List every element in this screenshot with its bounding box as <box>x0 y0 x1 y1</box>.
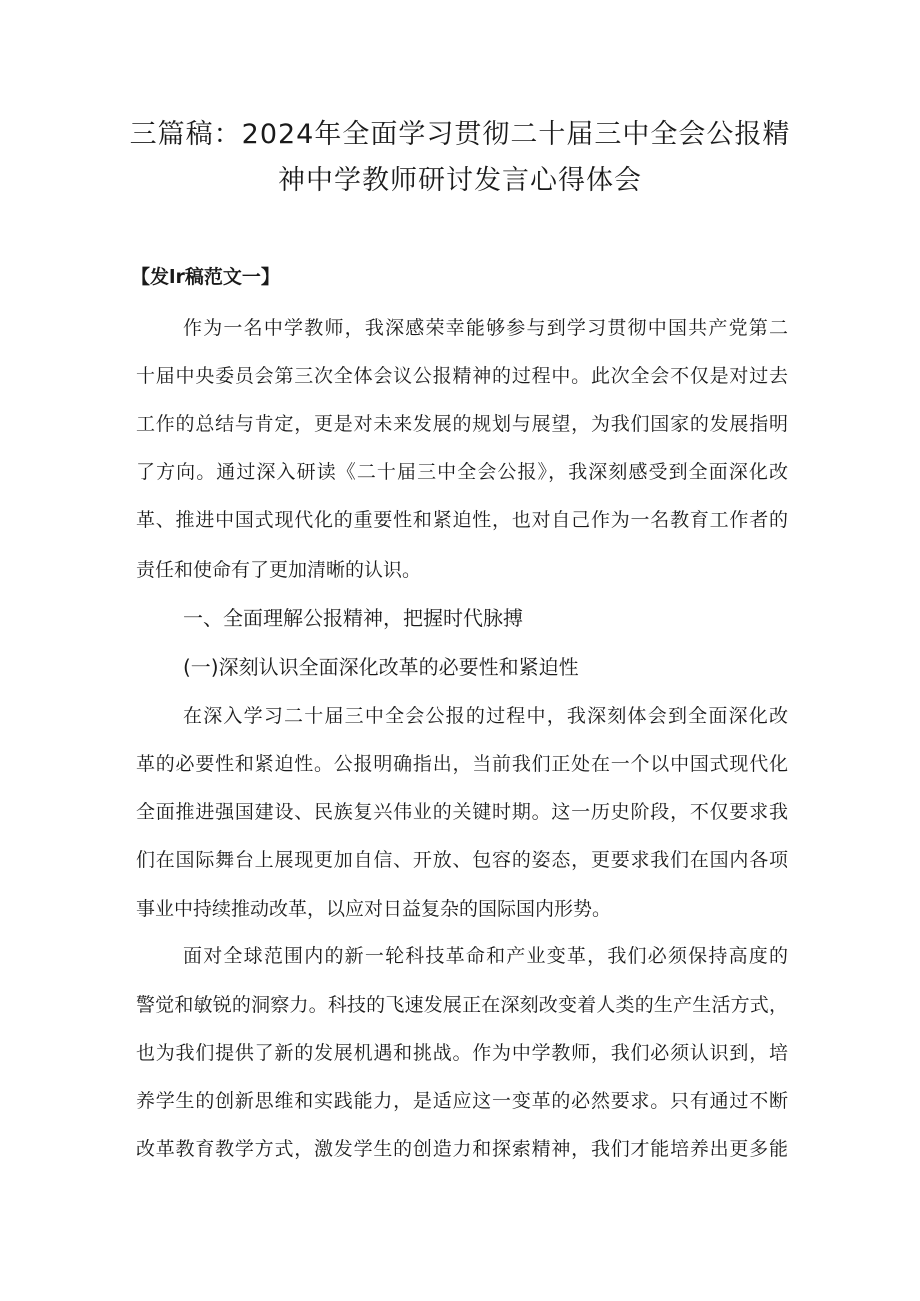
paragraph-line: 改革教育教学方式，激发学生的创造力和探索精神，我们才能培养出更多能 <box>136 1138 788 1160</box>
paragraph-line: 在深入学习二十届三中全会公报的过程中，我深刻体会到全面深化改 <box>183 705 788 727</box>
subsection-heading: (一)深刻认识全面深化改革的必要性和紧迫性 <box>183 655 579 679</box>
paragraph-line: 十届中央委员会第三次全体会议公报精神的过程中。此次全会不仅是对过去 <box>136 365 788 387</box>
paragraph-line: 作为一名中学教师，我深感荣幸能够参与到学习贯彻中国共产党第二 <box>183 317 788 339</box>
paragraph-line: 革、推进中国式现代化的重要性和紧迫性，也对自己作为一名教育工作者的 <box>136 509 788 531</box>
paragraph-line: 警觉和敏锐的洞察力。科技的飞速发展正在深刻改变着人类的生产生活方式， <box>136 994 788 1016</box>
paragraph-line: 也为我们提供了新的发展机遇和挑战。作为中学教师，我们必须认识到，培 <box>136 1042 788 1064</box>
paragraph-line: 责任和使命有了更加清晰的认识。 <box>136 559 422 581</box>
document-title-line-2: 神中学教师研讨发言心得体会 <box>278 165 642 196</box>
paragraph-line: 们在国际舞台上展现更加自信、开放、包容的姿态，更要求我们在国内各项 <box>136 849 788 871</box>
paragraph-line: 面对全球范围内的新一轮科技革命和产业变革，我们必须保持高度的 <box>183 945 788 967</box>
section-heading: 一、全面理解公报精神，把握时代脉搏 <box>183 606 523 630</box>
section-label: 【发lr稿范文一】 <box>131 266 280 288</box>
paragraph-line: 革的必要性和紧迫性。公报明确指出，当前我们正处在一个以中国式现代化 <box>136 753 788 775</box>
paragraph-line: 全面推进强国建设、民族复兴伟业的关键时期。这一历史阶段，不仅要求我 <box>136 801 788 823</box>
document-title-line-1: 三篇稿：2024年全面学习贯彻二十届三中全会公报精 <box>129 119 791 150</box>
paragraph-line: 工作的总结与肯定，更是对未来发展的规划与展望，为我们国家的发展指明 <box>136 413 788 435</box>
paragraph-line: 养学生的创新思维和实践能力，是适应这一变革的必然要求。只有通过不断 <box>136 1090 788 1112</box>
paragraph-line: 事业中持续推动改革，以应对日益复杂的国际国内形势。 <box>136 898 612 920</box>
paragraph-line: 了方向。通过深入研读《二十届三中全会公报》，我深刻感受到全面深化改 <box>136 461 788 483</box>
